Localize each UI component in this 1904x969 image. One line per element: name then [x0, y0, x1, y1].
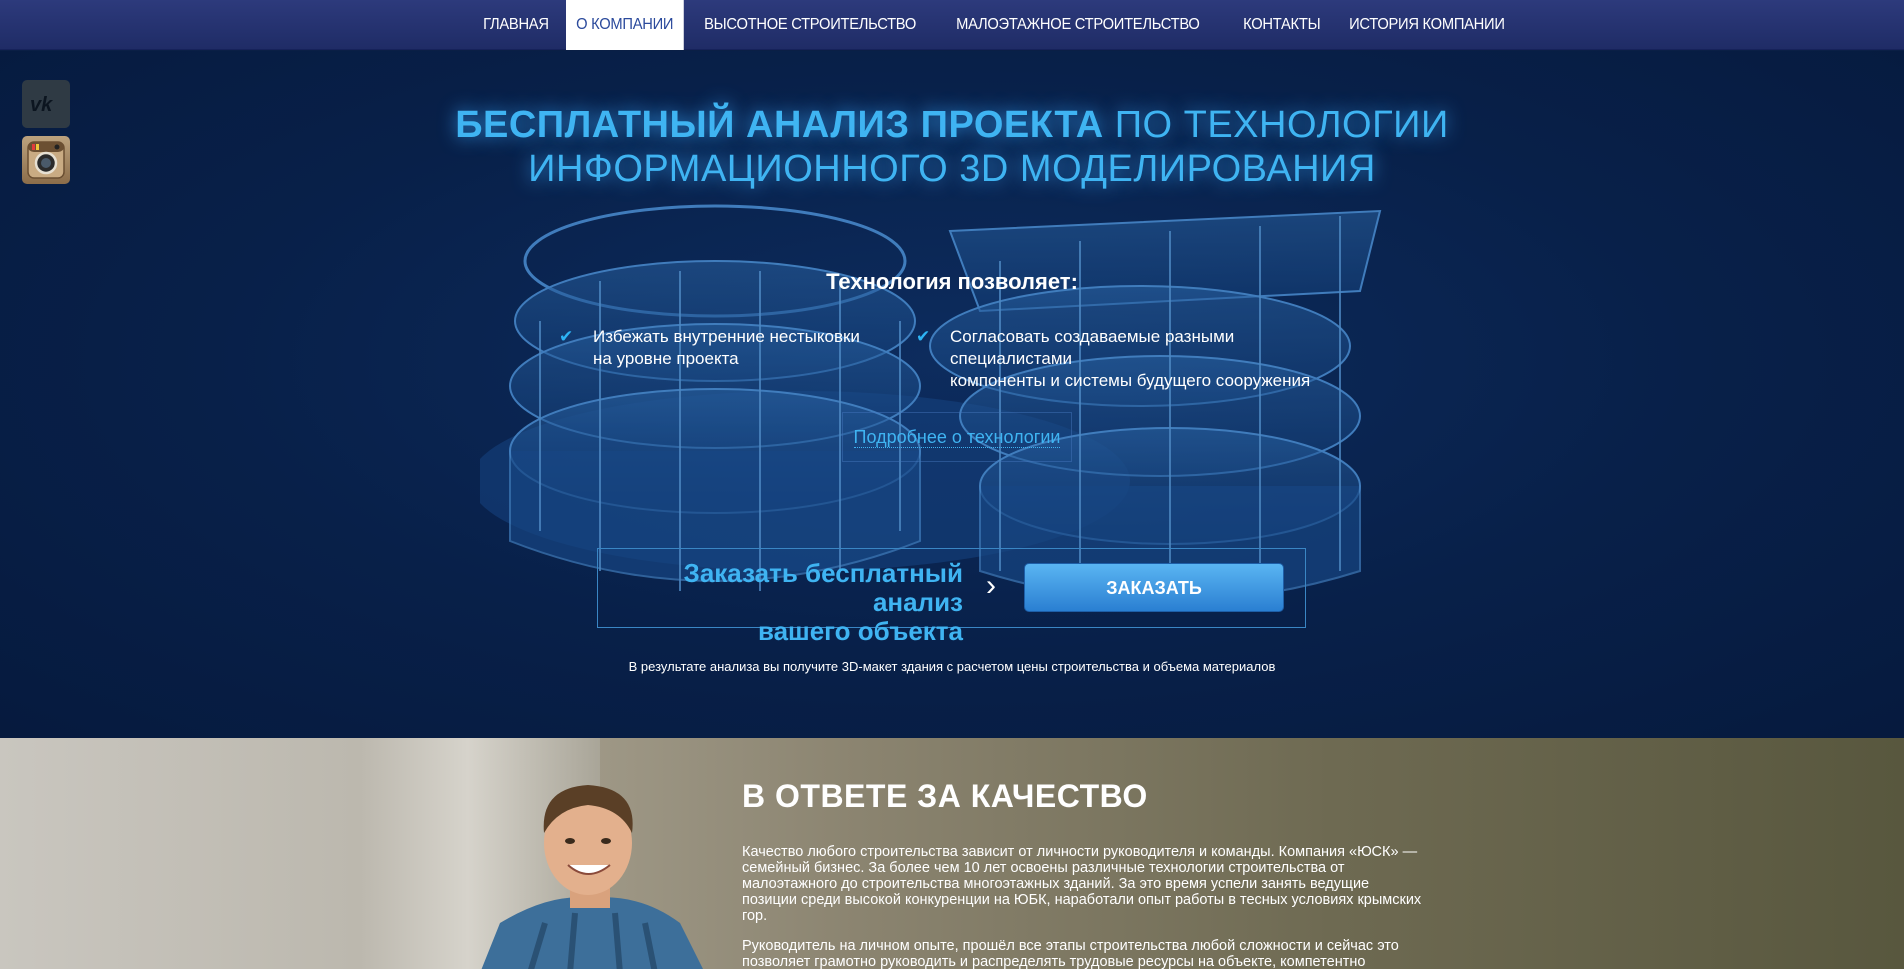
order-button[interactable]: ЗАКАЗАТЬ: [1024, 563, 1284, 612]
nav-item-highrise[interactable]: ВЫСОТНОЕ СТРОИТЕЛЬСТВО: [703, 16, 916, 33]
order-text: [598, 559, 963, 646]
hero-title-rest: ПО ТЕХНОЛОГИИ: [1103, 104, 1449, 146]
order-text-line: вашего объекта: [757, 616, 963, 646]
more-about-technology-link[interactable]: [842, 412, 1072, 462]
paragraph-line: семейный бизнес. За более чем 10 лет освоены различные технологии строительства от: [742, 860, 1345, 876]
quality-paragraph-2: [742, 938, 1422, 969]
benefit-text: компоненты и системы будущего сооружения: [950, 371, 1311, 390]
hero-title-line2: ИНФОРМАЦИОННОГО 3D МОДЕЛИРОВАНИЯ: [528, 148, 1376, 190]
chevron-right-icon: ›: [986, 569, 996, 602]
nav-item-history[interactable]: ИСТОРИЯ КОМПАНИИ: [1348, 16, 1505, 33]
more-link-label: Подробнее о технологии: [853, 427, 1061, 447]
result-note: В результате анализа вы получите 3D-макет здания с расчетом цены строительства и объема материалов: [628, 659, 1276, 674]
benefit-item: [916, 326, 1330, 392]
tech-heading: Технология позволяет:: [826, 269, 1078, 294]
benefit-text: на уровне проекта: [593, 349, 739, 368]
social-links: [22, 80, 70, 192]
paragraph-line: Руководитель на личном опыте, прошёл все этапы строительства любой сложности и сейчас это: [742, 938, 1399, 954]
check-icon: ✔: [916, 327, 931, 346]
nav-item-about[interactable]: О КОМПАНИИ: [566, 0, 683, 50]
order-box: [597, 548, 1306, 646]
order-text-line: Заказать бесплатный анализ: [683, 558, 963, 617]
benefit-text: Согласовать создаваемые разными специалистами: [950, 327, 1235, 368]
quality-title: В ОТВЕТЕ ЗА КАЧЕСТВО: [742, 778, 1148, 814]
hero-title-bold: БЕСПЛАТНЫЙ АНАЛИЗ ПРОЕКТА: [455, 104, 1104, 146]
nav-item-home[interactable]: ГЛАВНАЯ: [483, 16, 549, 33]
svg-text:vk: vk: [30, 94, 53, 114]
quality-section: [0, 738, 1904, 969]
nav-item-contacts[interactable]: КОНТАКТЫ: [1242, 16, 1321, 33]
top-navigation: [0, 0, 1904, 50]
benefit-text: Избежать внутренние нестыковки: [593, 327, 860, 346]
hero-title: [0, 103, 1904, 191]
paragraph-line: гор.: [742, 908, 768, 924]
paragraph-line: малоэтажного до строительства многоэтажных зданий. За это время успели занять ведущие: [742, 876, 1370, 892]
nav-item-lowrise[interactable]: МАЛОЭТАЖНОЕ СТРОИТЕЛЬСТВО: [956, 16, 1200, 33]
nav-menu: [473, 0, 1530, 50]
hero-section: [0, 51, 1904, 738]
vk-icon[interactable]: [22, 80, 70, 128]
paragraph-line: позиции среди высокой конкуренции на ЮБК, наработали опыт работы в тесных условиях крымских: [742, 892, 1422, 908]
paragraph-line: позволяет грамотно руководить и распределять трудовые ресурсы на объекте, компетентно: [742, 954, 1366, 969]
quality-paragraph-1: [742, 844, 1422, 924]
instagram-icon[interactable]: [22, 136, 70, 184]
director-photo: [470, 773, 710, 969]
paragraph-line: Качество любого строительства зависит от личности руководителя и команды. Компания «ЮСК» —: [742, 844, 1418, 860]
check-icon: ✔: [559, 327, 574, 346]
